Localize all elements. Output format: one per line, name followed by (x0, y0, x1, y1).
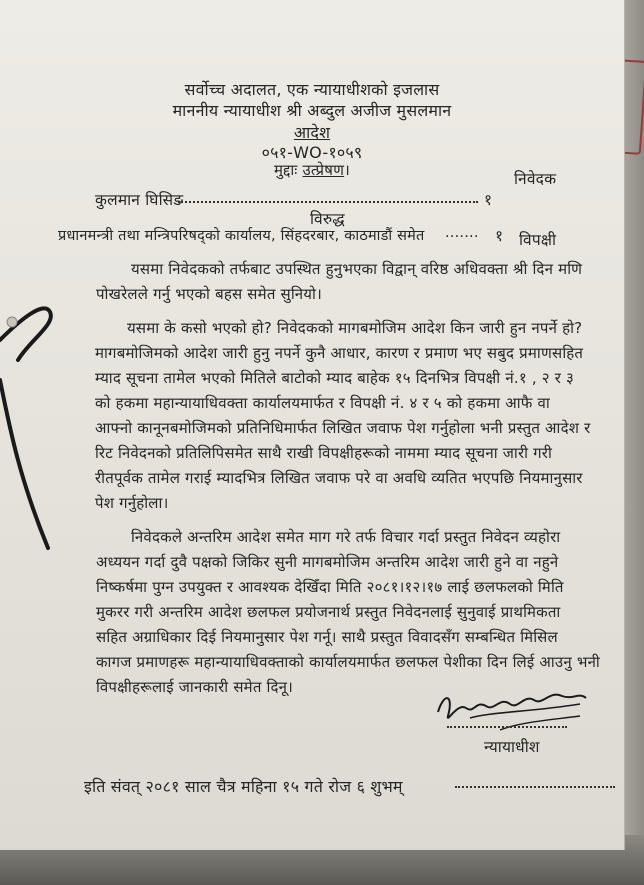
respondent-number: १ (495, 227, 504, 245)
body-line-17: विपक्षीहरूलाई जानकारी समेत दिनू। (96, 678, 294, 696)
body-line-3: यसमा के कसो भएको हो? निवेदकको मागबमोजिम आदेश किन जारी हुन नपर्ने हो? (127, 319, 583, 337)
subject-label: मुद्दाः (273, 161, 298, 179)
subject-value: उत्प्रेषण (302, 161, 345, 179)
respondent-role: विपक्षी (519, 231, 557, 249)
body-line-8: रिट निवेदनको प्रतिलिपिसमेत साथै राखी विपक्षीहरूको नाममा म्याद सूचना जारी गरी (95, 444, 553, 462)
body-line-5: म्याद सूचना तामेल भएको मितिले बाटोको म्याद बाहेक १५ दिनभित्र विपक्षी नं.१ , २ र ३ (95, 369, 575, 387)
case-number: ०५१-WO-१०५९ (261, 143, 363, 162)
petitioner-role: निवेदक (514, 170, 557, 188)
subject-end: । (344, 161, 351, 179)
body-line-10: पेश गर्नुहोला। (95, 494, 169, 512)
body-line-6: को हकमा महान्यायाधिवक्ता कार्यालयमार्फत र विपक्षी नं. ४ र ५ को हकमा आफै वा (95, 394, 550, 412)
versus-label: विरुद्ध (310, 210, 345, 228)
body-line-16: कागज प्रमाणहरू महान्यायाधिवक्ताको कार्यालयमार्फत छलफल पेशीका दिन लिई आउनु भनी (96, 653, 600, 671)
respondent-name: प्रधानमन्त्री तथा मन्त्रिपरिषद्को कार्यालय, सिंहदरबार, काठमाडौं समेत (58, 228, 425, 244)
order-title-wrap (0, 121, 624, 143)
petitioner-number: १ (484, 191, 493, 209)
body-line-9: रीतपूर्वक तामेल गराई म्यादभित्र लिखित जवाफ परे वा अवधि व्यतित भएपछि नियमानुसार (95, 469, 583, 487)
body-line-7: आफ्नो कानूनबमोजिमको प्रतिनिधिमार्फत लिखित जवाफ पेश गर्नुहोला भनी प्रस्तुत आदेश र (95, 419, 591, 437)
court-heading: सर्वोच्च अदालत, एक न्यायाधीशको इजलास (184, 80, 440, 99)
body-line-1: यसमा निवेदकको तर्फबाट उपस्थित हुनुभएका विद्वान् वरिष्ठ अधिवक्ता श्री दिन मणि (131, 260, 583, 278)
body-line-13: निष्कर्षमा पुग्न उपयुक्त र आवश्यक देखिँदा मिति २०८१।१२।१७ लाई छलफलको मिति (96, 578, 564, 596)
body-line-2: पोखरेलले गर्नु भएको बहस समेत सुनियो। (96, 285, 322, 303)
order-title: आदेश (293, 123, 331, 142)
signature-dotted-line (447, 726, 567, 728)
date-line: इति संवत् २०८१ साल चैत्र महिना १५ गते रोज ६ शुभम् (84, 777, 403, 796)
respondent-dots: ....... (445, 225, 479, 241)
body-line-4: मागबमोजिमको आदेश जारी हुनु नपर्ने कुनै आधार, कारण र प्रमाण भए सबुद प्रमाणसहित (95, 344, 584, 362)
binding-thread (0, 300, 60, 560)
judge-heading: माननीय न्यायाधीश श्री अब्दुल अजीज मुसलमान (172, 101, 452, 120)
body-line-15: सहित अग्राधिकार दिई नियमानुसार पेश गर्नू। साथै प्रस्तुत विवादसँग सम्बन्धित मिसिल (96, 628, 558, 646)
signature-label: न्यायाधीश (484, 738, 540, 756)
body-line-14: मुकरर गरी अन्तरिम आदेश छलफल प्रयोजनार्थ प्रस्तुत निवेदनलाई सुनुवाई प्राथमिकता (96, 603, 561, 621)
petitioner-name: कुलमान घिसिङ (95, 191, 184, 209)
body-line-11: निवेदकले अन्तरिम आदेश समेत माग गरे तर्फ विचार गर्दा प्रस्तुत निवेदन व्यहोरा (131, 528, 561, 546)
date-dotted-line (455, 786, 615, 788)
petitioner-dotted-line (178, 201, 478, 203)
body-line-12: अध्ययन गर्दा दुवै पक्षको जिकिर सुनी मागबमोजिम अन्तरिम आदेश जारी हुने वा नहुने (96, 553, 559, 571)
